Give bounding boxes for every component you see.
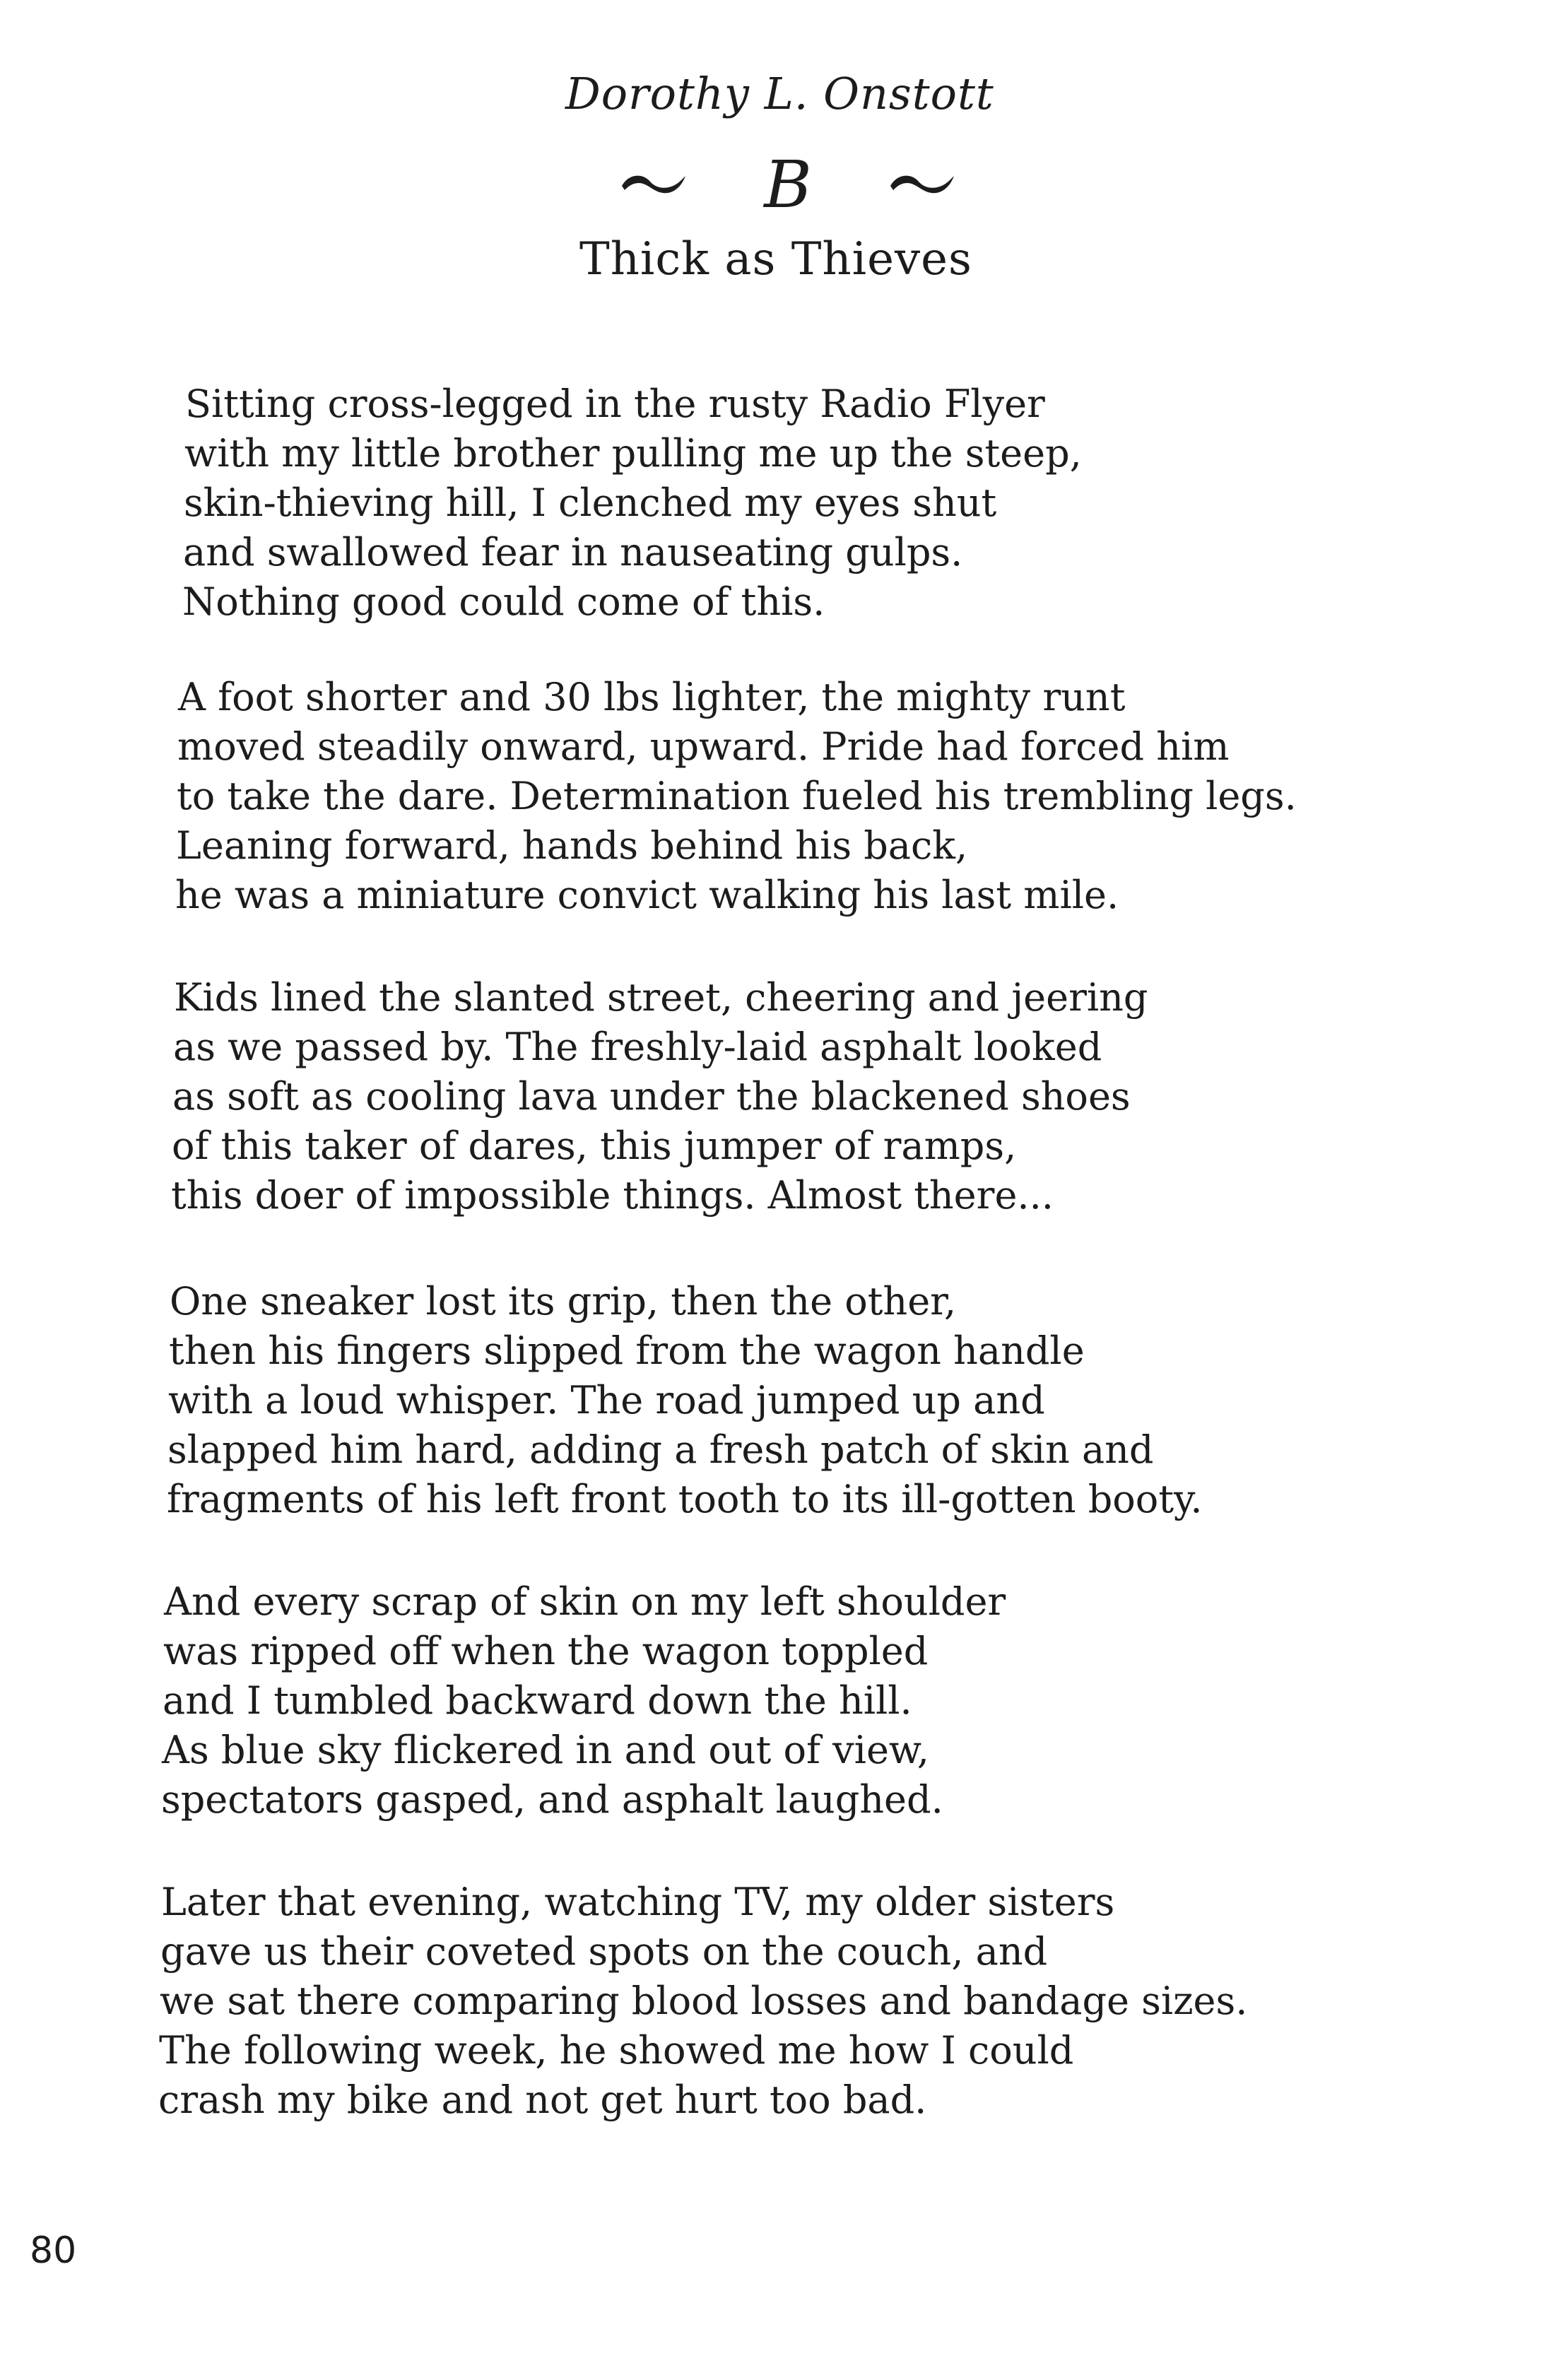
poem-line: spectators gasped, and asphalt laughed.: [161, 1777, 943, 1822]
page-number: 80: [30, 2229, 77, 2272]
poem-line: The following week, he showed me how I could: [159, 2028, 1074, 2073]
poem-line: skin-thieving hill, I clenched my eyes shut: [184, 481, 997, 525]
poem-line: Nothing good could come of this.: [182, 579, 825, 624]
poem-line: as we passed by. The freshly-laid asphalt looked: [173, 1025, 1102, 1069]
poem-line: slapped him hard, adding a fresh patch of skin and: [167, 1427, 1154, 1472]
poem-line: then his fingers slipped from the wagon handle: [169, 1329, 1085, 1373]
poem-line: crash my bike and not get hurt too bad.: [158, 2078, 927, 2122]
poem-line: fragments of his left front tooth to its ill-gotten booty.: [167, 1477, 1203, 1521]
poem-line: to take the dare. Determination fueled his trembling legs.: [177, 774, 1297, 818]
poem-line: Kids lined the slanted street, cheering and jeering: [174, 975, 1148, 1020]
poem-line: this doer of impossible things. Almost there...: [171, 1173, 1054, 1218]
poem-line: he was a miniature convict walking his last mile.: [175, 873, 1119, 917]
ornament-letter: B: [764, 152, 812, 223]
poem-line: and I tumbled backward down the hill.: [163, 1678, 912, 1723]
poem-line: we sat there comparing blood losses and bandage sizes.: [160, 1979, 1248, 2023]
poem-line: Sitting cross-legged in the rusty Radio Flyer: [185, 382, 1045, 426]
poem-title: Thick as Thieves: [579, 233, 972, 285]
poem-line: and swallowed fear in nauseating gulps.: [183, 530, 963, 575]
poem-line: gave us their coveted spots on the couch, and: [160, 1929, 1048, 1974]
poem-line: Later that evening, watching TV, my older sisters: [161, 1880, 1115, 1924]
poem-line: One sneaker lost its grip, then the other,: [170, 1279, 957, 1324]
poem-line: And every scrap of skin on my left shoulder: [164, 1579, 1006, 1624]
poem-line: A foot shorter and 30 lbs lighter, the mighty runt: [178, 675, 1126, 719]
poem-line: moved steadily onward, upward. Pride had forced him: [177, 724, 1230, 769]
poem-line: as soft as cooling lava under the blackened shoes: [172, 1074, 1131, 1119]
poem-line: Leaning forward, hands behind his back,: [176, 823, 968, 868]
poem-line: with my little brother pulling me up the steep,: [184, 431, 1082, 476]
author-name: Dorothy L. Onstott: [565, 68, 994, 119]
poem-line: was ripped off when the wagon toppled: [163, 1629, 929, 1673]
poem-line: of this taker of dares, this jumper of ramps,: [172, 1124, 1017, 1168]
poem-line: with a loud whisper. The road jumped up and: [168, 1378, 1045, 1422]
poem-line: As blue sky flickered in and out of view,: [162, 1728, 929, 1772]
